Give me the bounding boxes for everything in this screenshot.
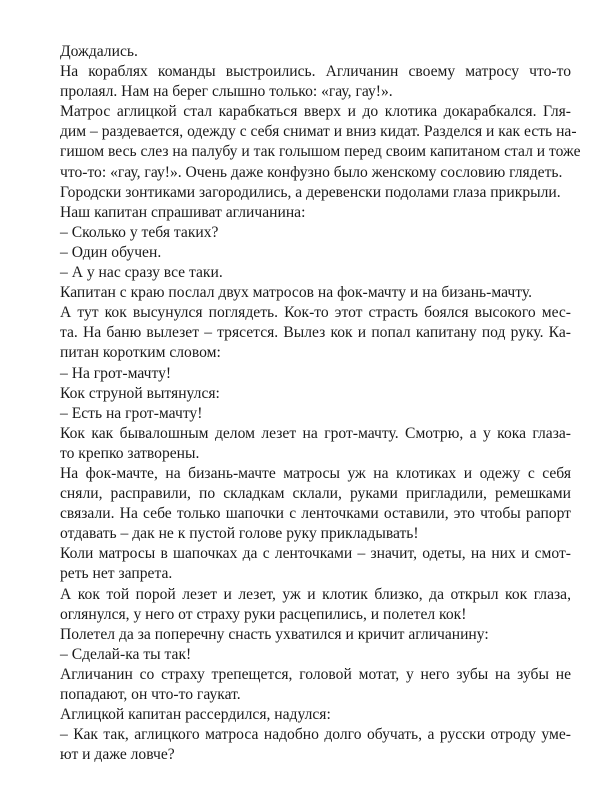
text-line: Полетел да за поперечну снасть ухватился и кричит агличанину: [60, 625, 489, 643]
text-line: то крепко затворены. [60, 444, 200, 462]
text-line: А тут кок высунулся поглядеть. Кок-то этот страсть боялся высокого мес- [60, 304, 571, 322]
text-line: Агличанин со страху трепещется, головой мотат, у него зубы на зубы не [60, 665, 571, 683]
text-line: ют и даже ловче? [60, 746, 175, 764]
text-line: – На грот-мачту! [60, 364, 172, 382]
text-line: – Один обучен. [60, 243, 162, 261]
text-line: – Есть на грот-мачту! [60, 404, 203, 422]
text-line: Капитан с краю послал двух матросов на фок-мачту и на бизань-мачту. [60, 284, 533, 302]
text-line: пролаял. Нам на берег слышно только: «гау, гау!». [60, 83, 393, 101]
text-line: Кок как бывалошным делом лезет на грот-мачту. Смотрю, а у кока глаза- [60, 424, 571, 442]
text-line: оглянулся, у него от страху руки расцепились, и полетел кок! [60, 605, 467, 623]
text-line: попадают, он что-то гаукат. [60, 686, 241, 703]
text-line: На кораблях команды выстроились. Агличанин своему матросу что-то [60, 63, 571, 81]
text-line: дим – раздевается, одежду с себя снимат и вниз кидат. Разделся и как есть на- [60, 123, 577, 141]
book-page [60, 42, 581, 765]
text-line: сняли, расправили, по складкам склали, руками пригладили, ремешками [60, 485, 571, 503]
text-line: Дождались. [60, 43, 138, 60]
text-line: – Сделай-ка ты так! [60, 645, 192, 663]
text-line: реть нет запрета. [60, 565, 173, 583]
text-line: Кок струной вытянулся: [60, 384, 220, 402]
text-line: Наш капитан спрашиват агличанина: [60, 203, 306, 221]
text-line: Коли матросы в шапочках да с ленточками – значит, одеты, на них и смот- [60, 545, 571, 563]
text-line: гишом весь слез на палубу и так голышом перед своим капитаном стал и тоже [60, 143, 581, 161]
text-line: связали. На себе только шапочки с ленточками оставили, это чтобы рапорт [60, 505, 571, 523]
text-line: – А у нас сразу все таки. [60, 264, 223, 282]
text-line: отдавать – дак не к пустой голове руку прикладывать! [60, 525, 419, 543]
text-line: Аглицкой капитан рассердился, надулся: [60, 706, 331, 724]
text-line: та. На баню вылезет – трясется. Вылез кок и попал капитану под руку. Ка- [60, 324, 571, 342]
text-line: А кок той порой лезет и лезет, уж и клотик близко, да открыл кок глаза, [60, 585, 571, 603]
text-line: питан коротким словом: [60, 344, 221, 362]
text-line: – Как так, аглицкого матроса надобно долго обучать, а русски отроду уме- [60, 726, 571, 744]
text-line: На фок-мачте, на бизань-мачте матросы уж на клотиках и одежу с себя [60, 464, 571, 482]
text-line: – Сколько у тебя таких? [60, 223, 219, 241]
text-line: что-то: «гау, гау!». Очень даже конфузно было женскому сословию глядеть. [60, 163, 563, 181]
text-line: Матрос аглицкой стал карабкаться вверх и до клотика докарабкался. Гля- [60, 103, 571, 121]
text-line: Городски зонтиками загородились, а деревенски подолами глаза прикрыли. [60, 183, 561, 201]
